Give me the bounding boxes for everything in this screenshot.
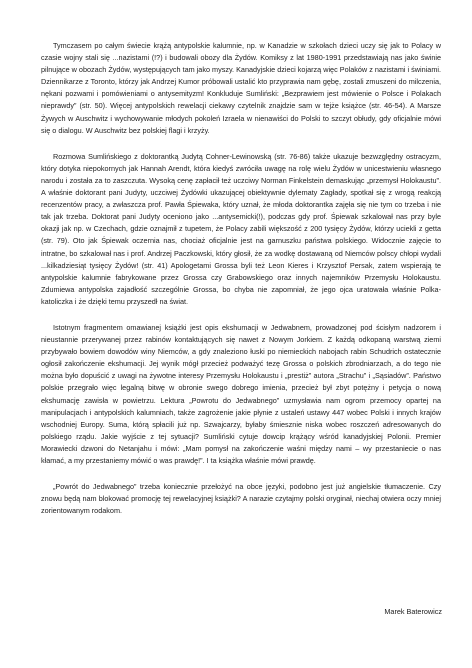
paragraph-3: Istotnym fragmentem omawianej książki jest opis ekshumacji w Jedwabnem, prowadzonej pod ścisłym nadzorem i nieustannie przerywanej przez rabinów kontaktujących się nawet z Nowym Jorkiem. Z każdą odkopaną warstwą ziemi przybywało bowiem dowodów winy Niemców, a gdy znaleziono łuski po niemieckich nabojach rabin Schudrich ostatecznie ogłosił zakończenie ekshumacji. Jej wynik mógł przecież podważyć tezę Grossa o polskich zbrodniarzach, a do tego nie można było dopuścić z uwagi na żywotne interesy Przemysłu Holokaustu i „prestiż” autora „Strachu” i „Sąsiadów”. Państwo polskie przegrało więc legalną bitwę w obronie swego dobrego imienia, przecież był zbyt potężny i petycja o nową ekshumację zawisła w powietrzu. Lektura „Powrotu do Jedwabnego” uzmysławia nam ogrom przemocy opartej na manipulacjach i antypolskich kalumniach, także zagrożenie jakie płynie z ustaleń ustawy 447 wobec Polski i innych krajów wschodniej Europy. Suma, którą spłacili już np. Szwajcarzy, byłaby śmiesznie niska wobec roszczeń adresowanych do polskiego rządu. Jakie wyjście z tej sytuacji? Sumliński cytuje dowcip krążący wśród kanadyjskiej Polonii. Premier Morawiecki dzwoni do Netanjahu i mówi: „Mam pomysł na zakończenie waśni między nami – wy przestaniecie o nas kłamać, a my przestaniemy mówić o was prawdę!”. I ta książka właśnie mówi prawdę. — [41, 322, 441, 465]
paragraph-1: Tymczasem po całym świecie krążą antypolskie kalumnie, np. w Kanadzie w szkołach dzieci uczy się jak to Polacy w czasie wojny stali się ...nazistami (!?) i budowali obozy dla Żydów. Komiksy z lat 1980-1991 przedstawiają nas jako świnie pilnujące w obozach Żydów, występujących tam jako myszy. Kanadyjskie dzieci kojarzą więc Polaków z nazistami i świniami. Dziennikarze z Toronto, którzy jak Andrzej Kumor próbowali ustalić kto przyprawia nam gębę, zostali zmuszeni do milczenia, nękani pozwami i pomówieniami o antysemityzm! Konkluduje Sumliński: „Bezprawiem jest mówienie o Polsce i Polakach nieprawdy” (str. 50). Więcej antypolskich rewelacji ciekawy czytelnik znajdzie sam w tejże książce (str. 46-54). A Marsze Żywych w Auschwitz i wychowywanie młodych pokoleń Izraela w nienawiści do Polski to szczyt obłudy, gdy oficjalnie mówi się o dialogu. W Auschwitz bez polskiej flagi i krzyży. — [41, 41, 441, 135]
document-body — [41, 40, 441, 531]
paragraph-4: „Powrót do Jedwabnego” trzeba koniecznie przełożyć na obce języki, podobno jest już angielskie tłumaczenie. Czy znowu będą nam blokować promocję tej rewelacyjnej książki? A narazie czytajmy polski oryginał, niechaj otwiera oczy mniej zorientowanym rodakom. — [41, 482, 441, 516]
paragraph-2: Rozmowa Sumlińskiego z doktorantką Judytą Cohner-Lewinowską (str. 76-86) także ukazuje bezwzględny ostracyzm, który dotyka niepokornych jak Hannah Arendt, która kiedyś zwróciła uwagę na rolę wielu Żydów w unicestwieniu własnego narodu i została za to zaszczuta. Wysoką cenę zapłacił też uczciwy Norman Finkelstein demaskując „przemysł Holokaustu”. A właśnie doktorant pani Judyty, uczciwej Żydówki ukazującej obiektywnie dylematy Zagłady, spotkał się z wrogą reakcją recenzentów pracy, a zwłaszcza prof. Pawła Śpiewaka, który uznał, że młoda doktorantka zajęła się nie tym co trzeba i nie tak jak trzeba. Doktorat pani Judyty oceniono jako ...antysemicki(!), podczas gdy prof. Śpiewak szkalował nas przy byle okazji jak np. w Czechach, gdzie oznajmił z tupetem, że Polacy zabili większość z 200 tysięcy Żydów, którzy uciekli z getta (str. 79). Oto jak Śpiewak oczernia nas, chociaż oficjalnie jest na garnuszku państwa polskiego. Widocznie zajęcie to intratne, bo szkalował nas i prof. Andrzej Paczkowski, który głosił, że za wodkę dostawaną od Niemców polscy chłopi wydali ...kilkadziesiąt tysięcy Żydów! (str. 41) Apologetami Grossa byli też Leon Kieres i Krzysztof Persak, zatem wspierają te antypolskie kalumnie fabrykowane przez Grossa czy Grabowskiego oraz innych najemników Przemysłu Holokaustu. Zdumiewa antypolska zajadłość szczególnie Grossa, bo chyba nie zapomniał, że jego ojca uratowała właśnie Polka-katoliczka i że dzięki temu przyszedł na świat. — [41, 151, 441, 306]
author-signature: Marek Baterowicz — [384, 607, 442, 616]
